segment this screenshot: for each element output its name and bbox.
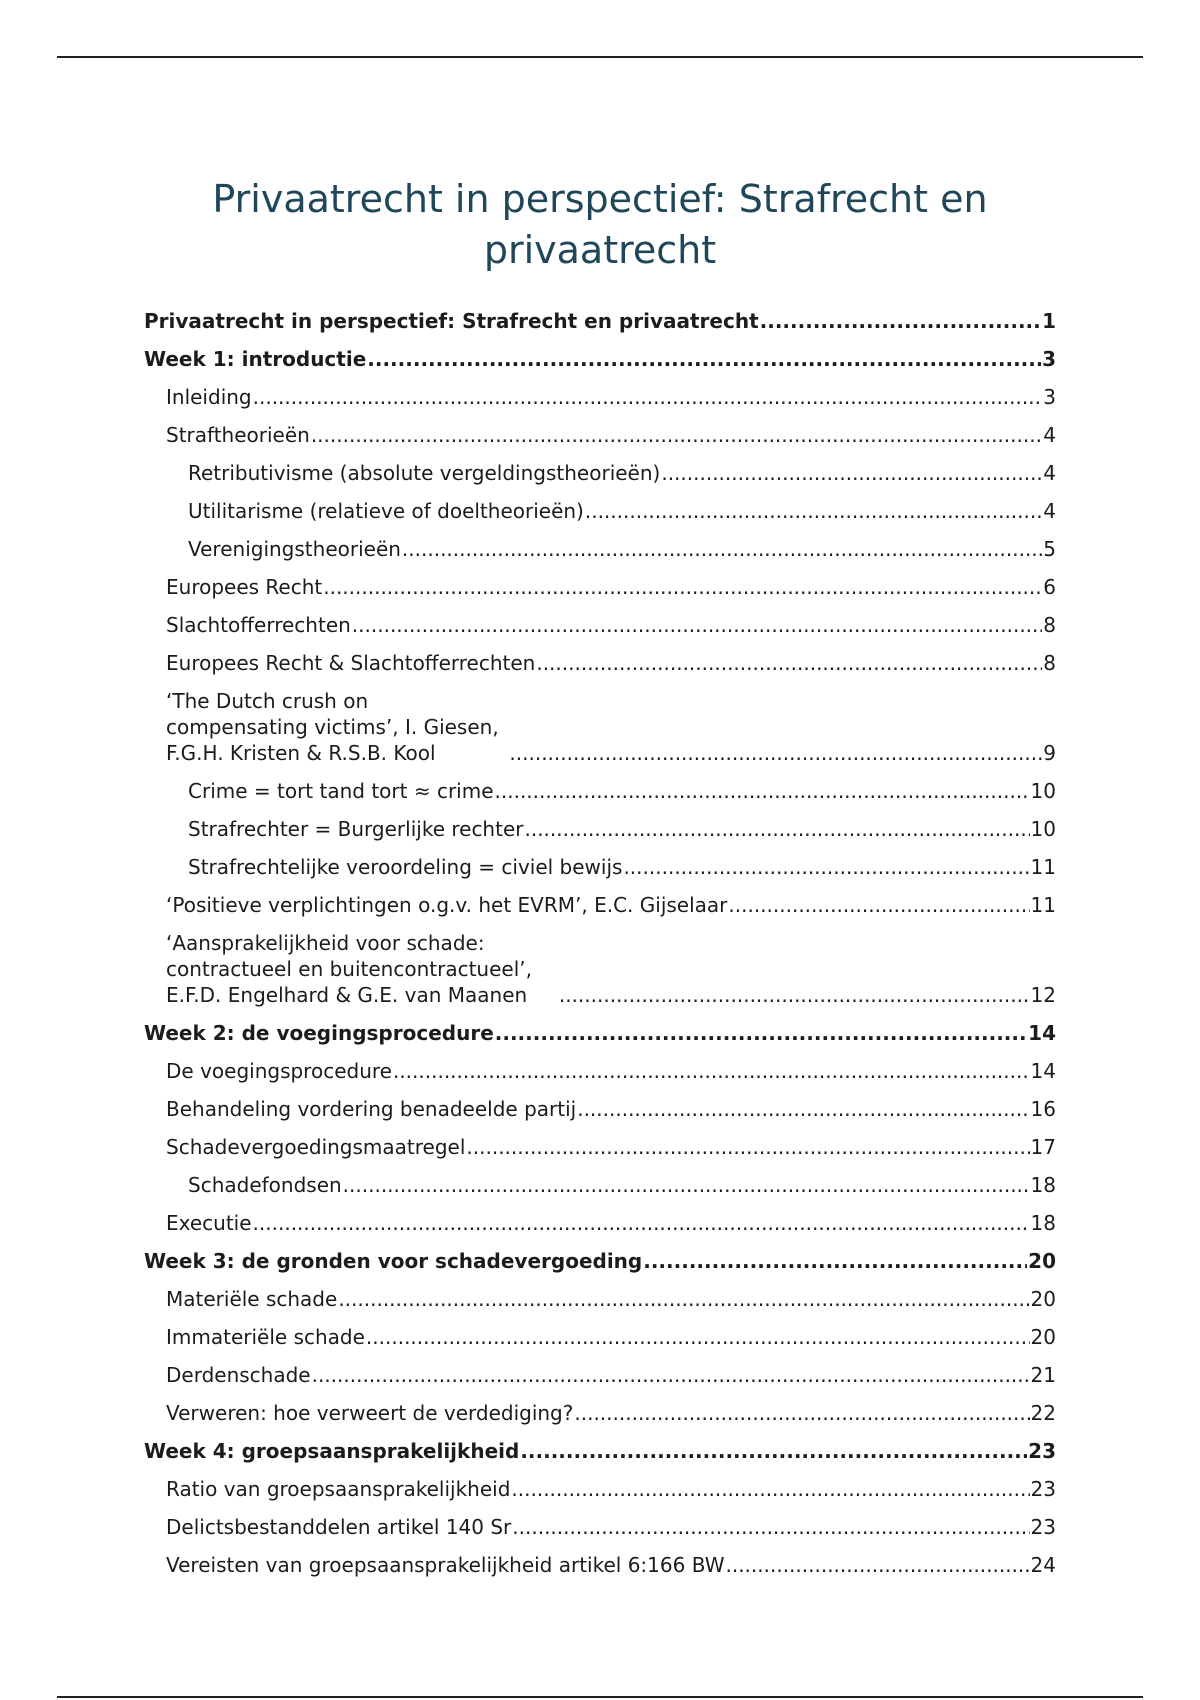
toc-leader-dots: [343, 1172, 1030, 1198]
toc-entry-label: Derdenschade: [166, 1363, 311, 1387]
footer-rule: [57, 1696, 1143, 1698]
toc-entry[interactable]: [144, 1552, 1056, 1578]
toc-entry[interactable]: [144, 612, 1056, 638]
toc-entry-label: Ratio van groepsaansprakelijkheid: [166, 1477, 511, 1501]
toc-entry-label: ‘The Dutch crush on compensating victims’, I. Giesen, F.G.H. Kristen & R.S.B. Kool: [166, 689, 499, 765]
toc-page-number: 20: [1030, 1325, 1056, 1349]
toc-entry-label: Europees Recht: [166, 575, 323, 599]
toc-entry-label: Delictsbestanddelen artikel 140 Sr: [166, 1515, 512, 1539]
toc-entry-label: Schadevergoedingsmaatregel: [166, 1135, 466, 1159]
toc-leader-dots: [253, 384, 1043, 410]
toc-leader-dots: [323, 574, 1042, 600]
toc-entry[interactable]: [144, 892, 1056, 918]
toc-leader-dots: [311, 422, 1042, 448]
toc-leader-dots: [725, 1552, 1029, 1578]
toc-entry[interactable]: [144, 1476, 1056, 1502]
toc-leader-dots: [643, 1248, 1027, 1274]
toc-page-number: 23: [1030, 1515, 1056, 1539]
toc-page-number: 16: [1030, 1097, 1056, 1121]
toc-page-number: 23: [1028, 1439, 1056, 1463]
toc-page-number: 10: [1030, 779, 1056, 803]
toc-page-number: 4: [1043, 461, 1056, 485]
header-rule: [57, 56, 1143, 58]
toc-entry-label: Schadefondsen: [188, 1173, 342, 1197]
toc-page-number: 4: [1043, 423, 1056, 447]
toc-entry[interactable]: [144, 536, 1056, 562]
toc-entry-label: Materiële schade: [166, 1287, 338, 1311]
toc-leader-dots: [253, 1210, 1030, 1236]
toc-entry[interactable]: [144, 1324, 1056, 1350]
toc-entry[interactable]: [144, 1020, 1056, 1046]
toc-leader-dots: [760, 308, 1041, 334]
toc-entry-label: Immateriële schade: [166, 1325, 365, 1349]
toc-entry[interactable]: [144, 1172, 1056, 1198]
toc-entry[interactable]: [144, 854, 1056, 880]
toc-leader-dots: [367, 346, 1041, 372]
toc-entry-label: ‘Aansprakelijkheid voor schade: contractueel en buitencontractueel’, E.F.D. Engelhard & G.E. van Maanen: [166, 931, 532, 1007]
table-of-contents: [144, 308, 1056, 1590]
toc-entry[interactable]: [144, 1286, 1056, 1312]
toc-leader-dots: [366, 1324, 1030, 1350]
toc-leader-dots: [495, 778, 1030, 804]
toc-page-number: 23: [1030, 1477, 1056, 1501]
toc-page-number: 12: [1030, 983, 1056, 1007]
toc-page-number: 10: [1030, 817, 1056, 841]
toc-entry-label: Strafrechter = Burgerlijke rechter: [188, 817, 524, 841]
toc-entry[interactable]: [144, 1248, 1056, 1274]
toc-page-number: 22: [1030, 1401, 1056, 1425]
document-title: Privaatrecht in perspectief: Strafrecht en privaatrecht: [212, 177, 988, 272]
toc-page-number: 3: [1042, 347, 1056, 371]
toc-entry-label: Retributivisme (absolute vergeldingstheorieën): [188, 461, 661, 485]
toc-entry-label: De voegingsprocedure: [166, 1059, 392, 1083]
toc-leader-dots: [511, 1476, 1029, 1502]
toc-page-number: 4: [1043, 499, 1056, 523]
toc-entry[interactable]: [144, 688, 1056, 766]
toc-leader-dots: [520, 1438, 1027, 1464]
toc-page-number: 9: [1043, 741, 1056, 765]
toc-entry[interactable]: [144, 346, 1056, 372]
toc-entry[interactable]: [144, 460, 1056, 486]
toc-leader-dots: [661, 460, 1042, 486]
toc-entry-label: Week 2: de voegingsprocedure: [144, 1021, 494, 1045]
toc-page-number: 3: [1043, 385, 1056, 409]
toc-leader-dots: [312, 1362, 1030, 1388]
toc-entry[interactable]: [144, 1096, 1056, 1122]
toc-entry-label: Verweren: hoe verweert de verdediging?: [166, 1401, 574, 1425]
toc-page-number: 20: [1030, 1287, 1056, 1311]
toc-entry[interactable]: [144, 778, 1056, 804]
toc-page-number: 21: [1030, 1363, 1056, 1387]
toc-entry[interactable]: [144, 1514, 1056, 1540]
toc-entry[interactable]: [144, 1210, 1056, 1236]
toc-entry-label: Strafrechtelijke veroordeling = civiel bewijs: [188, 855, 623, 879]
toc-entry[interactable]: [144, 422, 1056, 448]
toc-entry-label: Slachtofferrechten: [166, 613, 351, 637]
toc-entry[interactable]: [144, 498, 1056, 524]
toc-entry[interactable]: [144, 816, 1056, 842]
toc-page-number: 11: [1030, 855, 1056, 879]
toc-leader-dots: [623, 854, 1029, 880]
toc-leader-dots: [393, 1058, 1030, 1084]
toc-page-number: 18: [1030, 1211, 1056, 1235]
toc-leader-dots: [577, 1096, 1029, 1122]
toc-leader-dots: [728, 892, 1029, 918]
toc-page-number: 14: [1030, 1059, 1056, 1083]
toc-leader-dots: [466, 1134, 1029, 1160]
toc-page-number: 17: [1030, 1135, 1056, 1159]
toc-entry[interactable]: [144, 1362, 1056, 1388]
toc-leader-dots: [402, 536, 1042, 562]
toc-entry-label: Straftheorieën: [166, 423, 310, 447]
toc-entry-label: ‘Positieve verplichtingen o.g.v. het EVRM’, E.C. Gijselaar: [166, 893, 728, 917]
toc-entry-label: Behandeling vordering benadeelde partij: [166, 1097, 577, 1121]
toc-page-number: 11: [1030, 893, 1056, 917]
toc-leader-dots: [574, 1400, 1029, 1426]
toc-leader-dots: [559, 982, 1030, 1008]
toc-leader-dots: [512, 1514, 1029, 1540]
toc-entry-label: Crime = tort tand tort ≈ crime: [188, 779, 494, 803]
toc-entry[interactable]: [144, 1438, 1056, 1464]
toc-leader-dots: [585, 498, 1042, 524]
toc-entry[interactable]: [144, 1134, 1056, 1160]
toc-entry-label: Vereisten van groepsaansprakelijkheid artikel 6:166 BW: [166, 1553, 725, 1577]
toc-entry[interactable]: [144, 930, 1056, 1008]
toc-entry[interactable]: [144, 1058, 1056, 1084]
toc-page-number: 24: [1030, 1553, 1056, 1577]
toc-leader-dots: [509, 740, 1042, 766]
toc-page-number: 18: [1030, 1173, 1056, 1197]
toc-leader-dots: [536, 650, 1042, 676]
toc-page-number: 14: [1028, 1021, 1056, 1045]
toc-page-number: 1: [1042, 309, 1056, 333]
toc-entry-label: Week 4: groepsaansprakelijkheid: [144, 1439, 520, 1463]
toc-entry[interactable]: [144, 384, 1056, 410]
toc-entry-label: Utilitarisme (relatieve of doeltheorieën): [188, 499, 584, 523]
toc-leader-dots: [338, 1286, 1029, 1312]
toc-entry-label: Inleiding: [166, 385, 252, 409]
toc-page-number: 8: [1043, 613, 1056, 637]
toc-leader-dots: [495, 1020, 1027, 1046]
toc-entry[interactable]: [144, 1400, 1056, 1426]
toc-leader-dots: [524, 816, 1029, 842]
toc-entry-label: Week 3: de gronden voor schadevergoeding: [144, 1249, 643, 1273]
toc-page-number: 8: [1043, 651, 1056, 675]
toc-leader-dots: [352, 612, 1042, 638]
toc-entry[interactable]: [144, 574, 1056, 600]
toc-entry-label: Verenigingstheorieën: [188, 537, 401, 561]
toc-page-number: 20: [1028, 1249, 1056, 1273]
toc-entry[interactable]: [144, 650, 1056, 676]
toc-entry-label: Privaatrecht in perspectief: Strafrecht en privaatrecht: [144, 309, 759, 333]
toc-entry-label: Week 1: introductie: [144, 347, 367, 371]
toc-page-number: 5: [1043, 537, 1056, 561]
toc-page-number: 6: [1043, 575, 1056, 599]
toc-entry[interactable]: [144, 308, 1056, 334]
toc-entry-label: Europees Recht & Slachtofferrechten: [166, 651, 536, 675]
toc-entry-label: Executie: [166, 1211, 252, 1235]
